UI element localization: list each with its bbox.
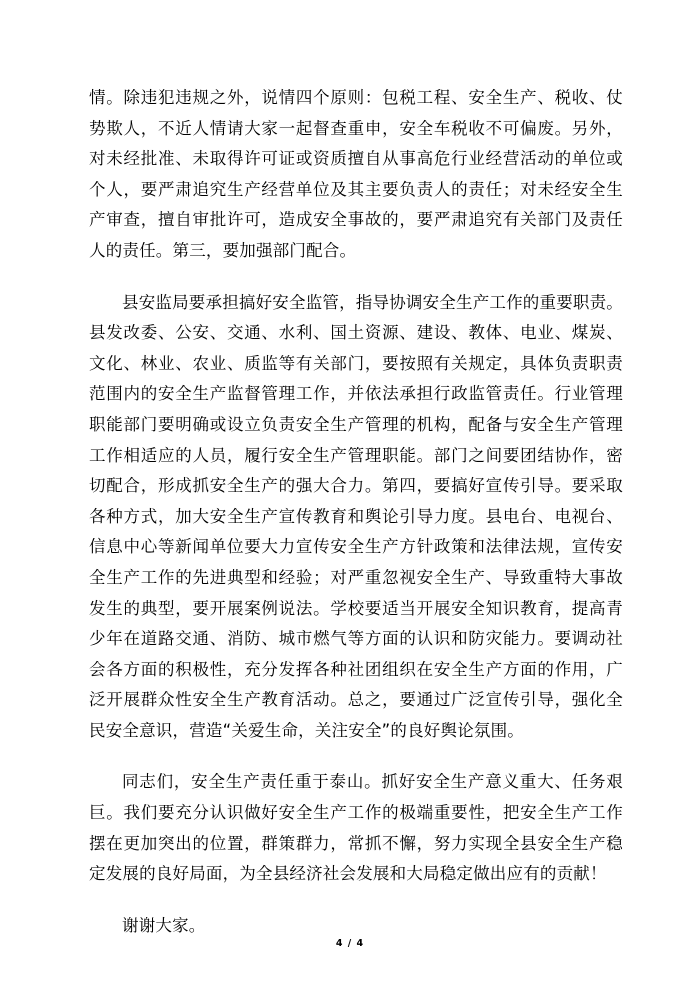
document-body xyxy=(89,83,623,962)
paragraph-2: 县安监局要承担搞好安全监管，指导协调安全生产工作的重要职责。县发改委、公安、交通、水利、国土资源、建设、教体、电业、煤炭、文化、林业、农业、质监等有关部门，要按照有关规定，具体负责职责范围内的安全生产监督管理工作，并依法承担行政监管责任。行业管理职能部门要明确或设立负责安全生产管理的机构，配备与安全生产管理工作相适应的人员，履行安全生产管理职能。部门之间要团结协作，密切配合，形成抓安全生产的强大合力。第四，要搞好宣传引导。要采取各种方式，加大安全生产宣传教育和舆论引导力度。县电台、电视台、信息中心等新闻单位要大力宣传安全生产方针政策和法律法规，宣传安全生产工作的先进典型和经验；对严重忽视安全生产、导致重特大事故发生的典型，要开展案例说法。学校要适当开展安全知识教育，提高青少年在道路交通、消防、城市燃气等方面的认识和防灾能力。要调动社会各方面的积极性，充分发挥各种社团组织在安全生产方面的作用，广泛开展群众性安全生产教育活动。总之，要通过广泛宣传引导，强化全民安全意识，营造“关爱生命，关注安全”的良好舆论氛围。 xyxy=(89,292,623,740)
paragraph-4: 谢谢大家。 xyxy=(122,915,206,935)
page-number: 4 / 4 xyxy=(335,938,365,949)
paragraph-1: 情。除违犯违规之外，说情四个原则：包税工程、安全生产、税收、仗势欺人，不近人情请大家一起督查重申，安全车税收不可偏废。另外，对未经批准、未取得许可证或资质擅自从事高危行业经营活动的单位或个人，要严肃追究生产经营单位及其主要负责人的责任；对未经安全生产审查，擅自审批许可，造成安全事故的，要严肃追究有关部门及责任人的责任。第三，要加强部门配合。 xyxy=(89,88,623,260)
paragraph-3: 同志们，安全生产责任重于泰山。抓好安全生产意义重大、任务艰巨。我们要充分认识做好安全生产工作的极端重要性，把安全生产工作摆在更加突出的位置，群策群力，常抓不懈，努力实现全县安全生产稳定发展的良好局面，为全县经济社会发展和大局稳定做出应有的贡献！ xyxy=(89,772,623,884)
